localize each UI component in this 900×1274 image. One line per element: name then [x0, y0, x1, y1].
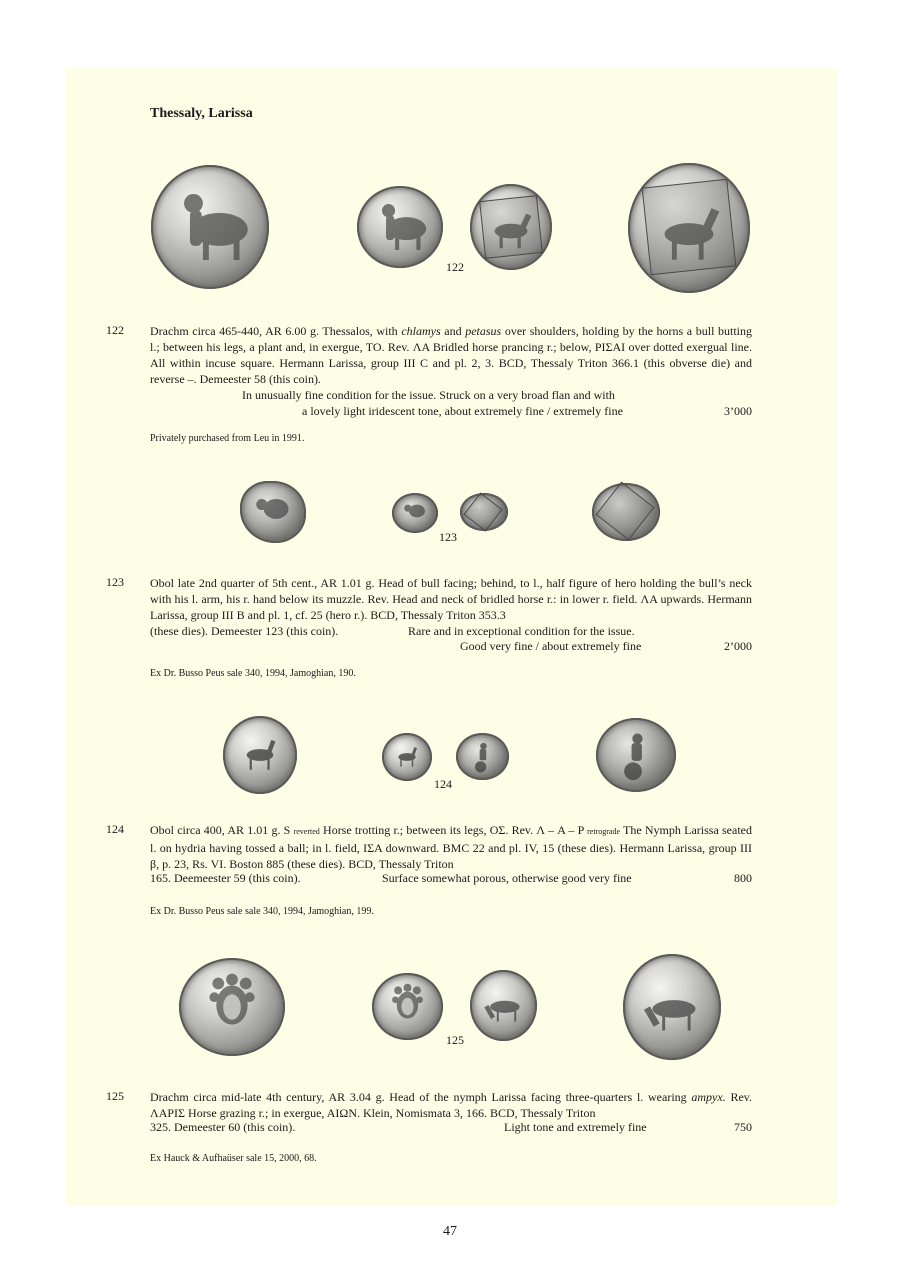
- lot-condition-125: Light tone and extremely fine: [504, 1120, 647, 1134]
- lot-condition-123-line2: Good very fine / about extremely fine: [460, 639, 642, 653]
- coin-image-123-obverse-enlarged: [240, 481, 306, 543]
- lot-description-124: Obol circa 400, AR 1.01 g. S reverted Horse trotting r.; between its legs, OΣ. Rev. Λ – A – P retrograde The Nymph Larissa seated l. on hydria having tossed a ball; in l. field, IΣA downward. BMC 22 and pl. IV, 15 (these dies). Hermann Larissa, group III β, p. 23, Rs. VI. Boston 885 (these dies). BCD, Thessaly Triton: [150, 823, 752, 871]
- lot-description-125: Drachm circa mid-late 4th century, AR 3.04 g. Head of the nymph Larissa facing three-quarters l. wearing ampyx. Rev. ΛAPIΣ Horse grazing r.; in exergue, AIΩN. Klein, Nomismata 3, 166. BCD, Thessaly Triton: [150, 1090, 752, 1120]
- lot-condition-123-line1: Rare and in exceptional condition for the issue.: [408, 624, 635, 638]
- coin-image-122-obverse-enlarged: [151, 165, 269, 289]
- lot-provenance-122: Privately purchased from Leu in 1991.: [150, 433, 305, 444]
- lot-condition-124: Surface somewhat porous, otherwise good very fine: [382, 871, 632, 885]
- lot-number-122: 122: [106, 323, 124, 337]
- figure-label-123: 123: [439, 530, 457, 544]
- figure-label-125: 125: [446, 1033, 464, 1047]
- coin-image-122-reverse: [470, 184, 552, 270]
- lot-estimate-122: 3’000: [724, 404, 752, 418]
- coin-image-125-reverse: [470, 970, 537, 1041]
- figure-label-122: 122: [446, 260, 464, 274]
- coin-image-122-reverse-enlarged: [628, 163, 750, 293]
- lot-description-122: Drachm circa 465-440, AR 6.00 g. Thessalos, with chlamys and petasus over shoulders, holding by the horns a bull butting l.; between his legs, a plant and, in exergue, TO. Rev. ΛA Bridled horse prancing r.; below, PIΣAI over dotted exergual line. All within incuse square. Hermann Larissa, group III C and pl. 2, 3. BCD, Thessaly Triton 366.1 (this obverse die) and reverse –. Demeester 58 (this coin).: [150, 324, 753, 386]
- figure-label-124: 124: [434, 777, 452, 791]
- lot-number-123: 123: [106, 575, 124, 589]
- coin-image-124-reverse-enlarged: [596, 718, 676, 792]
- coin-image-122-obverse: [357, 186, 443, 268]
- coin-image-124-reverse: [456, 733, 509, 780]
- coin-image-123-reverse-enlarged: [592, 483, 660, 541]
- coin-image-124-obverse: [382, 733, 432, 781]
- lot-estimate-123: 2’000: [724, 639, 752, 653]
- coin-image-125-obverse: [372, 973, 443, 1040]
- lot-description-125-last-line: 325. Demeester 60 (this coin).: [150, 1120, 296, 1134]
- coin-image-123-reverse: [460, 493, 508, 531]
- page-number: 47: [443, 1224, 457, 1239]
- lot-description-124-last-line: 165. Deemeester 59 (this coin).: [150, 871, 301, 885]
- coin-image-123-obverse: [392, 493, 438, 533]
- lot-provenance-125: Ex Hauck & Aufhaüser sale 15, 2000, 68.: [150, 1153, 317, 1164]
- coin-image-125-obverse-enlarged: [179, 958, 285, 1056]
- lot-estimate-124: 800: [734, 871, 752, 885]
- lot-description-123-last-line: (these dies). Demeester 123 (this coin).: [150, 624, 339, 638]
- lot-number-125: 125: [106, 1089, 124, 1103]
- section-title: Thessaly, Larissa: [150, 106, 253, 121]
- lot-description-123: Obol late 2nd quarter of 5th cent., AR 1.01 g. Head of bull facing; behind, to l., half figure of hero holding the bull’s neck with his l. arm, his r. hand below its muzzle. Rev. Head and neck of bridled horse r.: in lower r. field. ΛA upwards. Hermann Larissa, group III B and pl. 1, cf. 25 (hero r.). BCD, Thessaly Triton 353.3: [150, 576, 752, 622]
- coin-image-125-reverse-enlarged: [623, 954, 721, 1060]
- lot-condition-122-line2: a lovely light iridescent tone, about extremely fine / extremely fine: [302, 404, 623, 418]
- lot-number-124: 124: [106, 822, 124, 836]
- lot-provenance-124: Ex Dr. Busso Peus sale sale 340, 1994, Jamoghian, 199.: [150, 906, 374, 917]
- lot-condition-122-line1: In unusually fine condition for the issue. Struck on a very broad flan and with: [242, 388, 615, 402]
- lot-estimate-125: 750: [734, 1120, 752, 1134]
- coin-image-124-obverse-enlarged: [223, 716, 297, 794]
- lot-provenance-123: Ex Dr. Busso Peus sale 340, 1994, Jamoghian, 190.: [150, 668, 356, 679]
